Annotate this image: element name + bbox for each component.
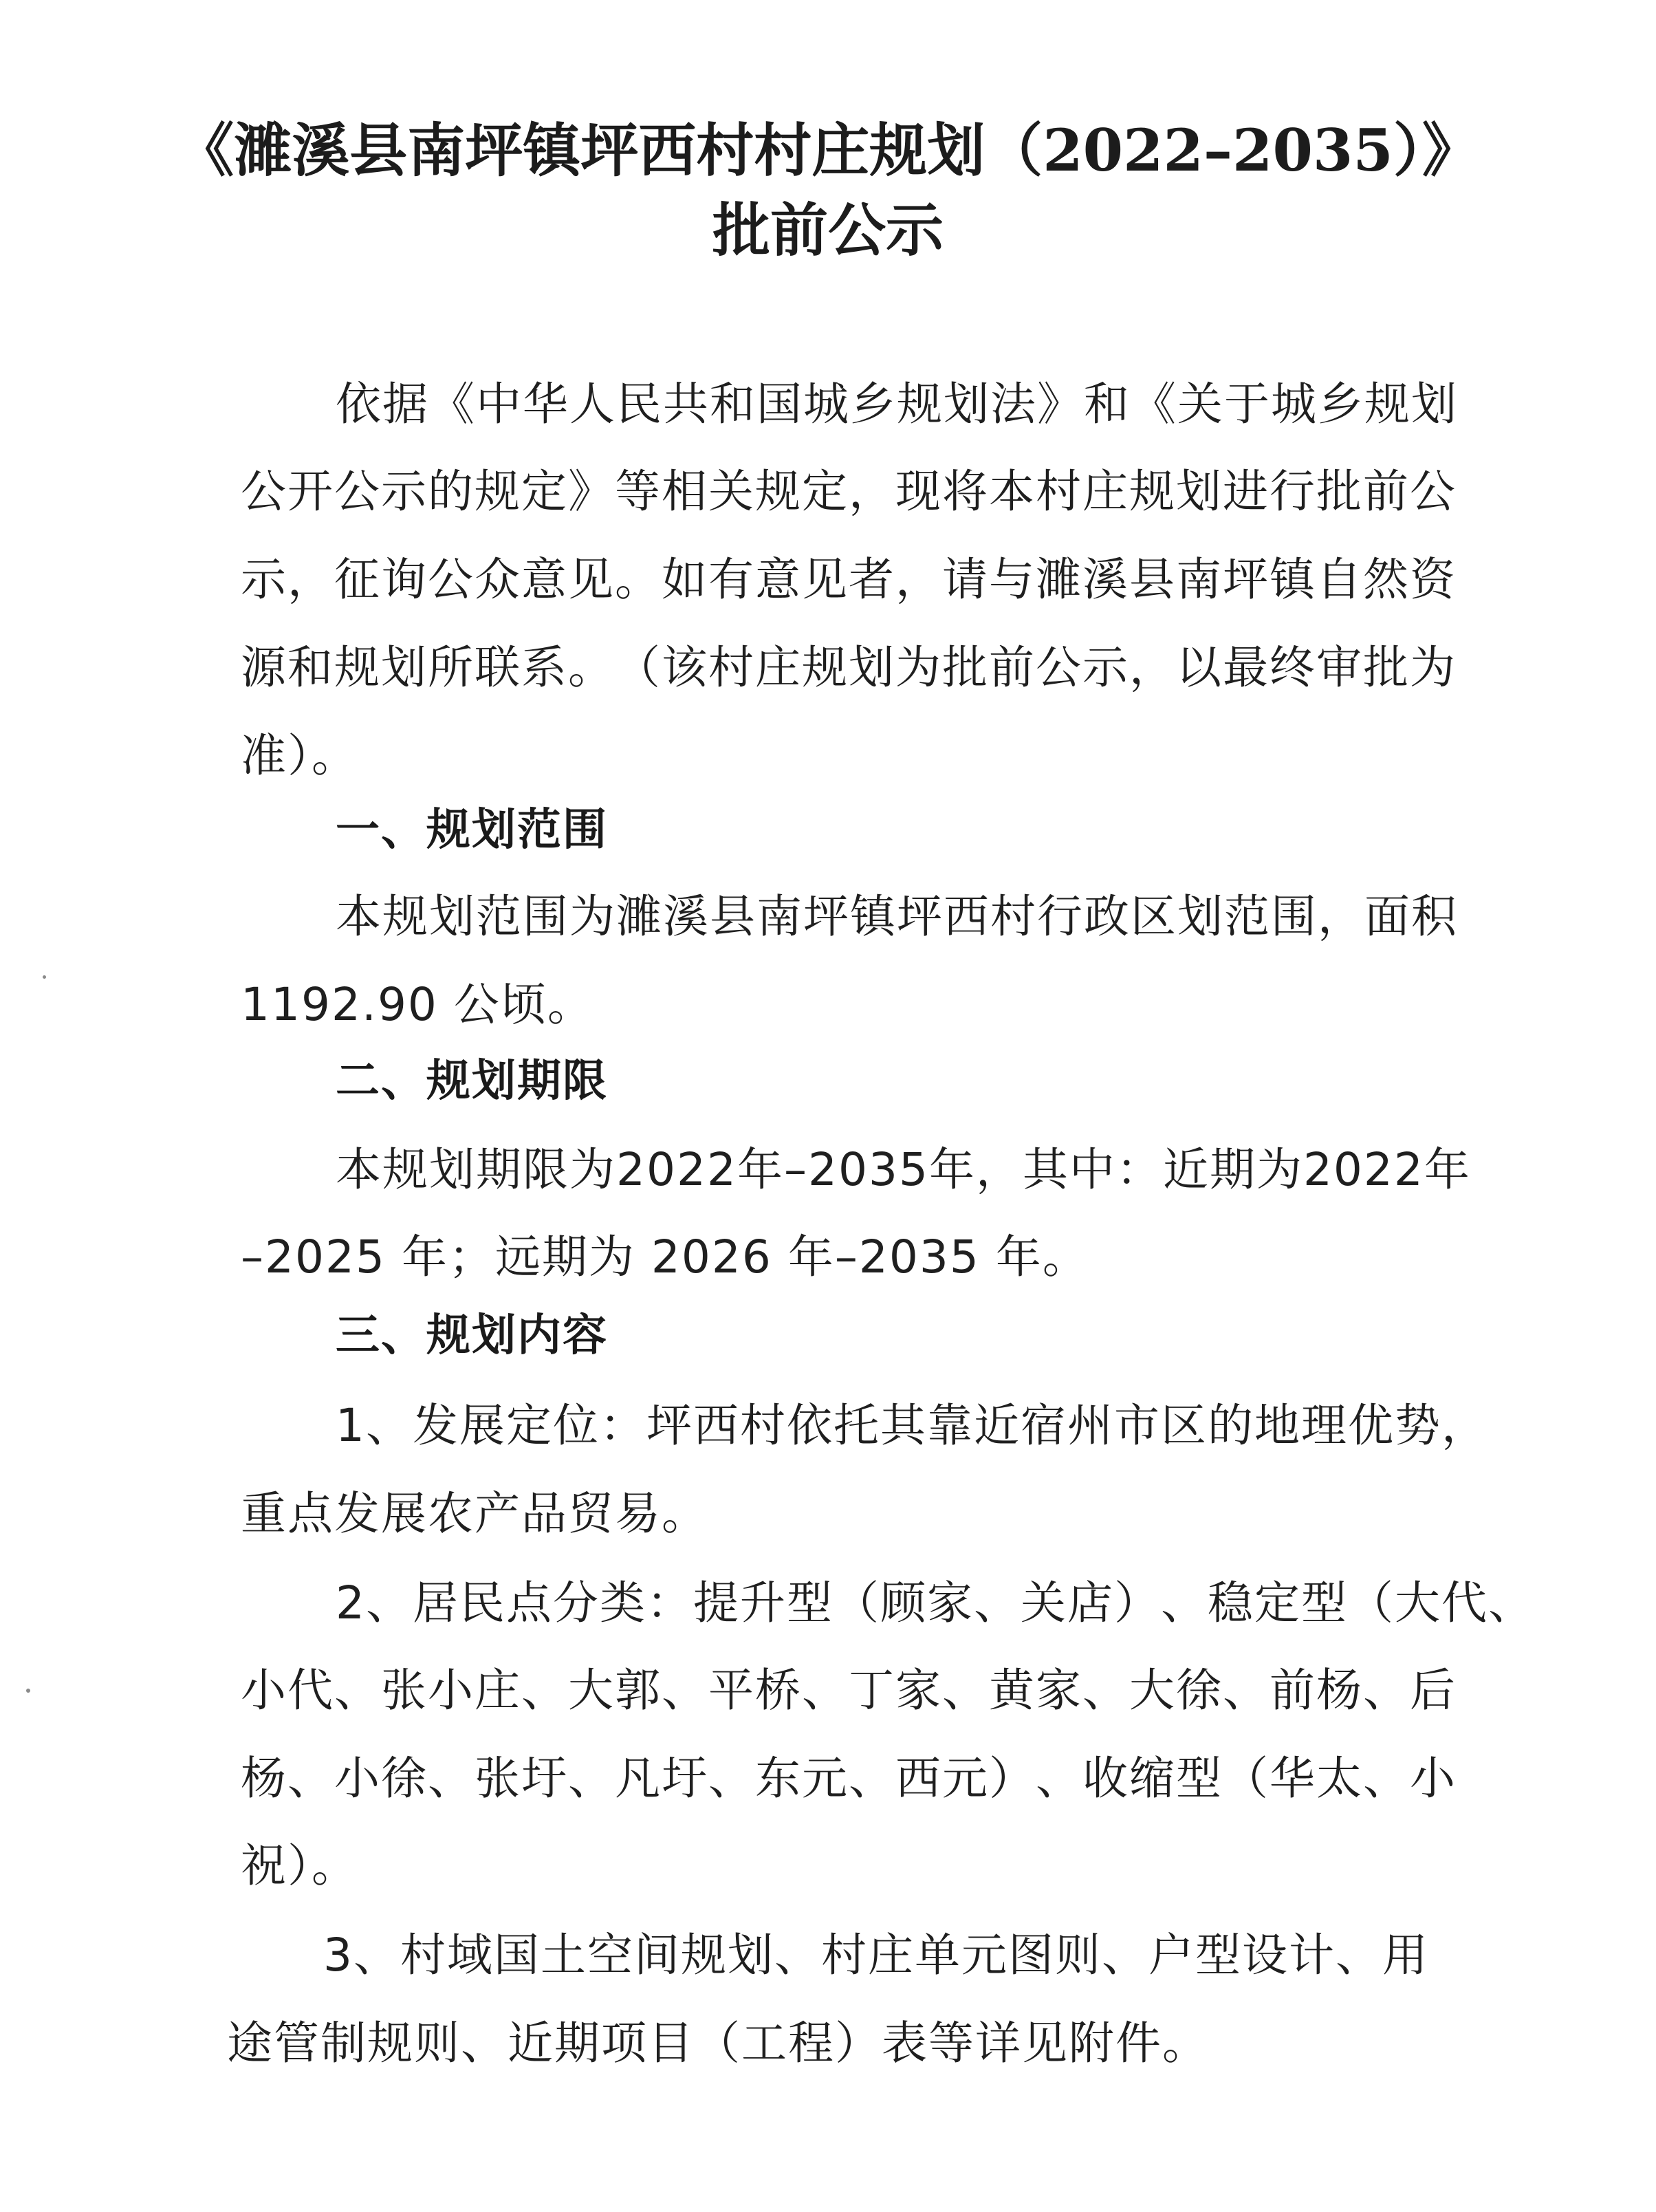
period-line-1: 本 规 划 期 限 为 2022 年 – 2035 年 ， 其 中 ： 近 期 为 2022 年 [336,1143,1471,1196]
content-item-2-line-1: 2 、 居 民 点 分 类 ： 提 升 型 （ 顾 家 、 关 店 ） 、 稳 定 型 （ 大 代 、 [336,1576,1535,1629]
section-heading-scope: 一、规划范围 [336,805,608,856]
intro-line-5: 准）。 [241,729,358,782]
document-title-line-2: 批前公示 [712,196,944,264]
content-item-2-line-2: 小 代 、 张 小 庄 、 大 郭 、 平 桥 、 丁 家 、 黄 家 、 大 徐 、 前 杨 、 后 [241,1664,1457,1717]
period-line-2: –2025 年；远期为 2026 年–2035 年。 [241,1230,1089,1283]
intro-line-1: 依 据 《 中 华 人 民 共 和 国 城 乡 规 划 法 》 和 《 关 于 城 乡 规 划 [336,378,1458,431]
scan-speck [43,975,46,979]
content-item-3-line-1: 3 、 村 域 国 土 空 间 规 划 、 村 庄 单 元 图 则 、 户 型 设 计 、 用 [323,1929,1429,1982]
scan-speck [26,1689,30,1693]
section-heading-content: 三、规划内容 [336,1310,608,1361]
intro-line-4: 源 和 规 划 所 联 系 。 （ 该 村 庄 规 划 为 批 前 公 示 ， 以 最 终 审 批 为 [241,641,1457,694]
content-item-1-line-1: 1 、 发 展 定 位 ： 坪 西 村 依 托 其 靠 近 宿 州 市 区 的 地 理 优 势 ， [336,1399,1488,1452]
scope-line-1: 本 规 划 范 围 为 濉 溪 县 南 坪 镇 坪 西 村 行 政 区 划 范 围 ， 面 积 [336,890,1458,943]
intro-line-2: 公 开 公 示 的 规 定 》 等 相 关 规 定 ， 现 将 本 村 庄 规 划 进 行 批 前 公 [241,465,1457,518]
content-item-2-line-3: 杨 、 小 徐 、 张 圩 、 凡 圩 、 东 元 、 西 元 ） 、 收 缩 型 （ 华 太 、 小 [241,1752,1457,1805]
content-item-2-line-4: 祝）。 [241,1839,358,1892]
section-heading-period: 二、规划期限 [336,1056,608,1107]
document-title-line-1: 《濉溪县南坪镇坪西村村庄规划（2022–2035）》 [176,116,1480,184]
content-item-1-line-2: 重点发展农产品贸易。 [241,1487,708,1540]
content-item-3-line-2: 途管制规则、近期项目（工程）表等详见附件。 [227,2017,1209,2070]
scope-line-2: 1192.90 公顷。 [241,978,594,1031]
intro-line-3: 示 ， 征 询 公 众 意 见 。 如 有 意 见 者 ， 请 与 濉 溪 县 南 坪 镇 自 然 资 [241,553,1457,606]
